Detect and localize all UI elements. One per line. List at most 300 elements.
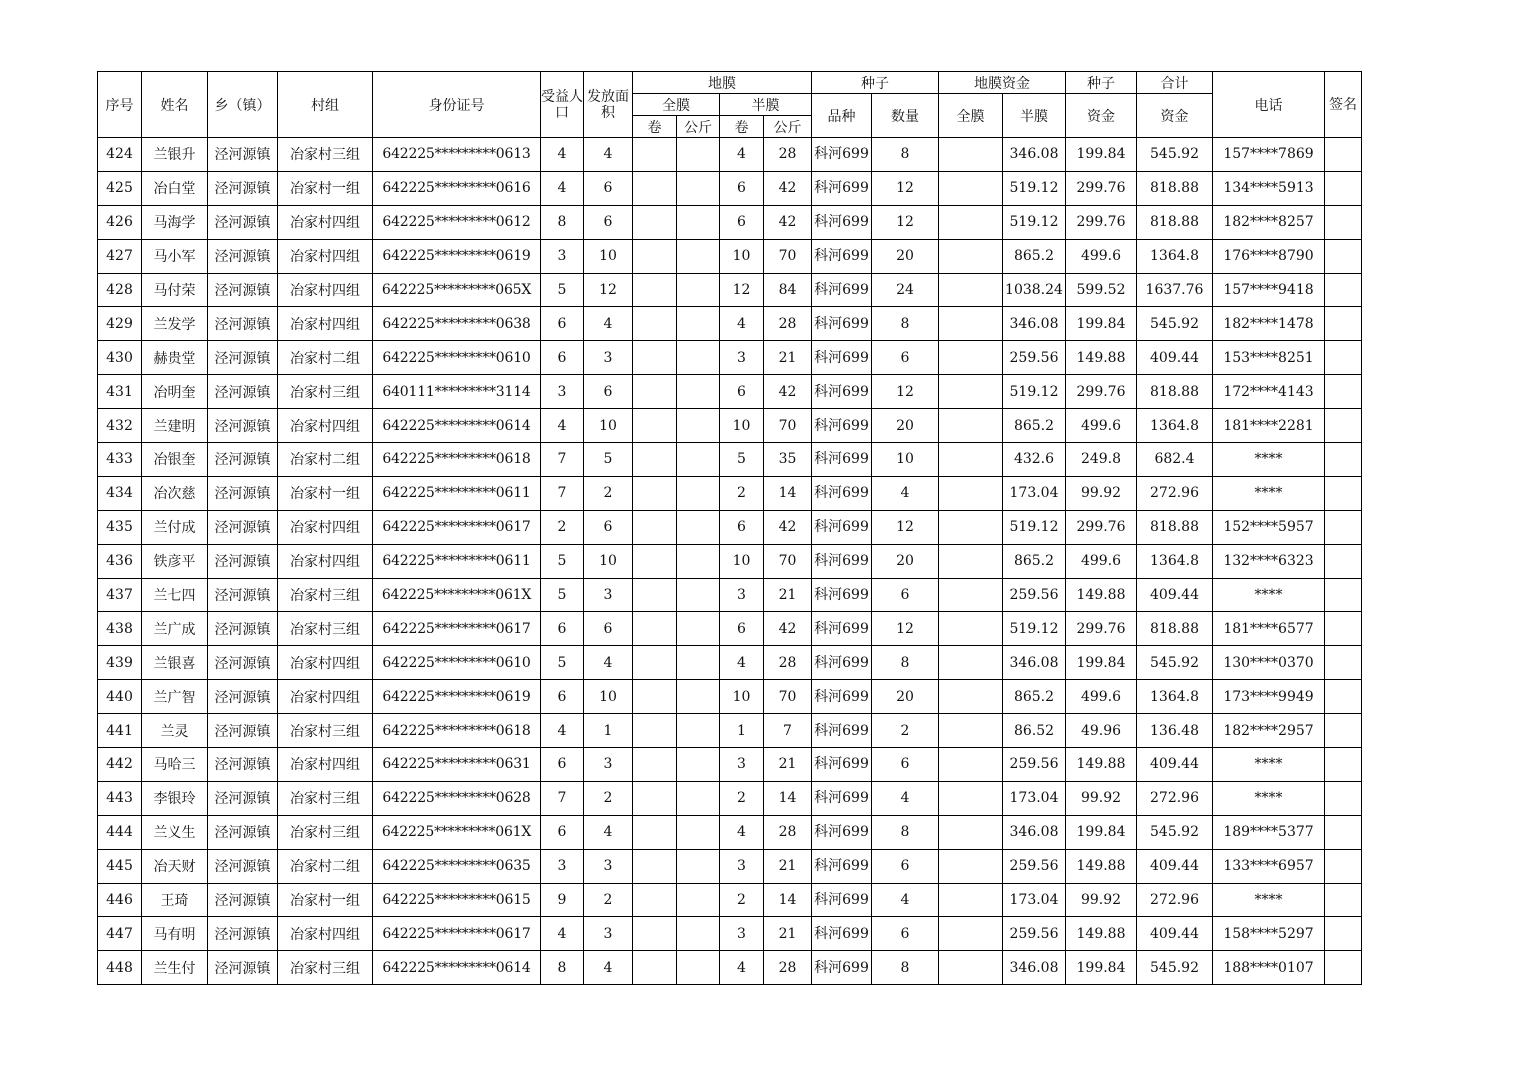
cell-half-rolls: 1 bbox=[720, 714, 764, 748]
cell-beneficiaries: 3 bbox=[541, 849, 584, 883]
cell-half-kg: 21 bbox=[764, 917, 812, 951]
cell-full-funds bbox=[939, 951, 1003, 985]
cell-village: 冶家村四组 bbox=[278, 544, 373, 578]
cell-half-rolls: 4 bbox=[720, 815, 764, 849]
cell-variety: 科河699 bbox=[812, 951, 872, 985]
cell-phone: **** bbox=[1213, 781, 1325, 815]
cell-signature bbox=[1325, 815, 1362, 849]
cell-full-rolls bbox=[633, 443, 677, 477]
cell-full-funds bbox=[939, 578, 1003, 612]
cell-signature bbox=[1325, 714, 1362, 748]
cell-half-funds: 173.04 bbox=[1003, 883, 1066, 917]
cell-id-number: 642225*********0615 bbox=[373, 883, 541, 917]
cell-signature bbox=[1325, 849, 1362, 883]
cell-name: 李银玲 bbox=[142, 781, 208, 815]
cell-total: 409.44 bbox=[1137, 849, 1213, 883]
table-row bbox=[98, 951, 1362, 985]
cell-half-kg: 42 bbox=[764, 171, 812, 205]
cell-id-number: 642225*********0610 bbox=[373, 341, 541, 375]
table-row bbox=[98, 781, 1362, 815]
cell-half-rolls: 3 bbox=[720, 578, 764, 612]
cell-id-number: 642225*********0638 bbox=[373, 307, 541, 341]
table-row bbox=[98, 680, 1362, 714]
cell-id-number: 642225*********065X bbox=[373, 273, 541, 307]
cell-quantity: 20 bbox=[872, 409, 939, 443]
cell-half-funds: 432.6 bbox=[1003, 443, 1066, 477]
cell-full-rolls bbox=[633, 612, 677, 646]
cell-half-kg: 28 bbox=[764, 646, 812, 680]
cell-total: 272.96 bbox=[1137, 781, 1213, 815]
cell-village: 冶家村二组 bbox=[278, 341, 373, 375]
cell-id-number: 642225*********0631 bbox=[373, 748, 541, 782]
cell-half-kg: 35 bbox=[764, 443, 812, 477]
table-row bbox=[98, 443, 1362, 477]
cell-phone: 132****6323 bbox=[1213, 544, 1325, 578]
cell-name: 冶白堂 bbox=[142, 171, 208, 205]
cell-full-funds bbox=[939, 849, 1003, 883]
cell-township: 泾河源镇 bbox=[208, 714, 278, 748]
cell-variety: 科河699 bbox=[812, 646, 872, 680]
header-township: 乡（镇） bbox=[208, 72, 278, 138]
cell-half-funds: 259.56 bbox=[1003, 341, 1066, 375]
cell-full-rolls bbox=[633, 578, 677, 612]
cell-full-funds bbox=[939, 815, 1003, 849]
cell-beneficiaries: 3 bbox=[541, 239, 584, 273]
cell-seq: 427 bbox=[98, 239, 142, 273]
cell-signature bbox=[1325, 307, 1362, 341]
cell-village: 冶家村三组 bbox=[278, 138, 373, 172]
cell-half-funds: 1038.24 bbox=[1003, 273, 1066, 307]
cell-area: 5 bbox=[584, 443, 633, 477]
cell-name: 兰七四 bbox=[142, 578, 208, 612]
cell-full-funds bbox=[939, 273, 1003, 307]
cell-area: 10 bbox=[584, 409, 633, 443]
cell-township: 泾河源镇 bbox=[208, 443, 278, 477]
cell-beneficiaries: 9 bbox=[541, 883, 584, 917]
cell-area: 4 bbox=[584, 951, 633, 985]
cell-name: 兰付成 bbox=[142, 510, 208, 544]
cell-beneficiaries: 4 bbox=[541, 714, 584, 748]
table-row bbox=[98, 205, 1362, 239]
cell-phone: 153****8251 bbox=[1213, 341, 1325, 375]
cell-full-kg bbox=[677, 205, 720, 239]
header-total-top: 合计 bbox=[1137, 72, 1213, 94]
cell-half-funds: 86.52 bbox=[1003, 714, 1066, 748]
cell-half-rolls: 10 bbox=[720, 239, 764, 273]
cell-full-rolls bbox=[633, 714, 677, 748]
cell-name: 冶次慈 bbox=[142, 476, 208, 510]
cell-half-funds: 865.2 bbox=[1003, 409, 1066, 443]
table-row bbox=[98, 307, 1362, 341]
cell-seed-funds: 149.88 bbox=[1066, 578, 1137, 612]
cell-half-kg: 14 bbox=[764, 781, 812, 815]
cell-seq: 424 bbox=[98, 138, 142, 172]
table-row bbox=[98, 917, 1362, 951]
cell-beneficiaries: 5 bbox=[541, 646, 584, 680]
cell-seed-funds: 99.92 bbox=[1066, 883, 1137, 917]
cell-half-kg: 28 bbox=[764, 307, 812, 341]
cell-half-kg: 21 bbox=[764, 748, 812, 782]
cell-area: 6 bbox=[584, 375, 633, 409]
cell-village: 冶家村三组 bbox=[278, 951, 373, 985]
cell-id-number: 642225*********0611 bbox=[373, 544, 541, 578]
cell-township: 泾河源镇 bbox=[208, 510, 278, 544]
cell-full-funds bbox=[939, 883, 1003, 917]
cell-village: 冶家村三组 bbox=[278, 714, 373, 748]
cell-half-kg: 28 bbox=[764, 815, 812, 849]
cell-half-kg: 70 bbox=[764, 409, 812, 443]
cell-seq: 435 bbox=[98, 510, 142, 544]
cell-seed-funds: 49.96 bbox=[1066, 714, 1137, 748]
cell-total: 545.92 bbox=[1137, 815, 1213, 849]
cell-total: 545.92 bbox=[1137, 646, 1213, 680]
cell-variety: 科河699 bbox=[812, 171, 872, 205]
cell-seed-funds: 299.76 bbox=[1066, 205, 1137, 239]
cell-total: 545.92 bbox=[1137, 138, 1213, 172]
cell-beneficiaries: 4 bbox=[541, 171, 584, 205]
table-row bbox=[98, 510, 1362, 544]
cell-seed-funds: 499.6 bbox=[1066, 544, 1137, 578]
cell-quantity: 10 bbox=[872, 443, 939, 477]
cell-phone: 189****5377 bbox=[1213, 815, 1325, 849]
header-kg-full: 公斤 bbox=[677, 116, 720, 138]
cell-seq: 428 bbox=[98, 273, 142, 307]
cell-half-rolls: 6 bbox=[720, 612, 764, 646]
cell-phone: 152****5957 bbox=[1213, 510, 1325, 544]
cell-full-kg bbox=[677, 510, 720, 544]
cell-phone: 188****0107 bbox=[1213, 951, 1325, 985]
cell-name: 冶天财 bbox=[142, 849, 208, 883]
cell-half-kg: 42 bbox=[764, 612, 812, 646]
cell-full-kg bbox=[677, 476, 720, 510]
cell-variety: 科河699 bbox=[812, 578, 872, 612]
cell-area: 12 bbox=[584, 273, 633, 307]
cell-seed-funds: 499.6 bbox=[1066, 239, 1137, 273]
cell-seq: 430 bbox=[98, 341, 142, 375]
cell-seed-funds: 299.76 bbox=[1066, 510, 1137, 544]
cell-full-rolls bbox=[633, 239, 677, 273]
cell-full-rolls bbox=[633, 951, 677, 985]
cell-half-rolls: 4 bbox=[720, 307, 764, 341]
cell-beneficiaries: 7 bbox=[541, 443, 584, 477]
cell-phone: 182****2957 bbox=[1213, 714, 1325, 748]
cell-full-funds bbox=[939, 781, 1003, 815]
cell-beneficiaries: 7 bbox=[541, 781, 584, 815]
cell-full-kg bbox=[677, 443, 720, 477]
cell-total: 818.88 bbox=[1137, 612, 1213, 646]
cell-signature bbox=[1325, 205, 1362, 239]
cell-village: 冶家村四组 bbox=[278, 917, 373, 951]
subsidy-table bbox=[97, 71, 1362, 985]
cell-quantity: 2 bbox=[872, 714, 939, 748]
header-half-film: 半膜 bbox=[720, 94, 812, 116]
cell-half-funds: 259.56 bbox=[1003, 578, 1066, 612]
cell-variety: 科河699 bbox=[812, 409, 872, 443]
cell-full-kg bbox=[677, 578, 720, 612]
cell-full-kg bbox=[677, 409, 720, 443]
cell-variety: 科河699 bbox=[812, 883, 872, 917]
cell-full-rolls bbox=[633, 917, 677, 951]
cell-half-rolls: 3 bbox=[720, 917, 764, 951]
cell-area: 3 bbox=[584, 748, 633, 782]
cell-half-rolls: 5 bbox=[720, 443, 764, 477]
cell-quantity: 20 bbox=[872, 680, 939, 714]
cell-full-rolls bbox=[633, 307, 677, 341]
cell-signature bbox=[1325, 646, 1362, 680]
cell-half-kg: 7 bbox=[764, 714, 812, 748]
cell-beneficiaries: 6 bbox=[541, 680, 584, 714]
cell-signature bbox=[1325, 341, 1362, 375]
cell-total: 1364.8 bbox=[1137, 409, 1213, 443]
header-seed: 种子 bbox=[812, 72, 939, 94]
cell-area: 6 bbox=[584, 171, 633, 205]
table-row bbox=[98, 714, 1362, 748]
cell-seq: 434 bbox=[98, 476, 142, 510]
cell-half-funds: 346.08 bbox=[1003, 951, 1066, 985]
cell-beneficiaries: 4 bbox=[541, 409, 584, 443]
cell-half-funds: 519.12 bbox=[1003, 171, 1066, 205]
cell-id-number: 642225*********0619 bbox=[373, 239, 541, 273]
cell-signature bbox=[1325, 476, 1362, 510]
table-row bbox=[98, 239, 1362, 273]
cell-half-rolls: 2 bbox=[720, 781, 764, 815]
cell-quantity: 4 bbox=[872, 883, 939, 917]
cell-signature bbox=[1325, 273, 1362, 307]
cell-variety: 科河699 bbox=[812, 443, 872, 477]
cell-half-funds: 173.04 bbox=[1003, 781, 1066, 815]
cell-seq: 444 bbox=[98, 815, 142, 849]
cell-name: 马有明 bbox=[142, 917, 208, 951]
table-row bbox=[98, 544, 1362, 578]
cell-seed-funds: 99.92 bbox=[1066, 781, 1137, 815]
cell-beneficiaries: 3 bbox=[541, 375, 584, 409]
cell-name: 兰广智 bbox=[142, 680, 208, 714]
cell-beneficiaries: 6 bbox=[541, 307, 584, 341]
header-full-film-funds: 全膜 bbox=[939, 94, 1003, 138]
cell-phone: 130****0370 bbox=[1213, 646, 1325, 680]
cell-variety: 科河699 bbox=[812, 544, 872, 578]
cell-name: 兰发学 bbox=[142, 307, 208, 341]
cell-beneficiaries: 5 bbox=[541, 544, 584, 578]
cell-signature bbox=[1325, 443, 1362, 477]
cell-quantity: 6 bbox=[872, 341, 939, 375]
cell-seed-funds: 499.6 bbox=[1066, 680, 1137, 714]
cell-half-rolls: 6 bbox=[720, 205, 764, 239]
cell-beneficiaries: 5 bbox=[541, 578, 584, 612]
cell-half-kg: 70 bbox=[764, 544, 812, 578]
cell-name: 兰义生 bbox=[142, 815, 208, 849]
cell-total: 272.96 bbox=[1137, 883, 1213, 917]
cell-total: 1364.8 bbox=[1137, 239, 1213, 273]
cell-half-kg: 70 bbox=[764, 680, 812, 714]
cell-village: 冶家村四组 bbox=[278, 307, 373, 341]
cell-half-funds: 865.2 bbox=[1003, 239, 1066, 273]
cell-variety: 科河699 bbox=[812, 917, 872, 951]
cell-beneficiaries: 8 bbox=[541, 205, 584, 239]
cell-quantity: 4 bbox=[872, 781, 939, 815]
cell-signature bbox=[1325, 375, 1362, 409]
cell-variety: 科河699 bbox=[812, 341, 872, 375]
cell-id-number: 642225*********061X bbox=[373, 578, 541, 612]
cell-phone: 134****5913 bbox=[1213, 171, 1325, 205]
cell-beneficiaries: 2 bbox=[541, 510, 584, 544]
cell-half-funds: 346.08 bbox=[1003, 646, 1066, 680]
header-beneficiaries: 受益人口 bbox=[541, 72, 584, 138]
table-row bbox=[98, 612, 1362, 646]
cell-village: 冶家村四组 bbox=[278, 646, 373, 680]
cell-id-number: 642225*********0628 bbox=[373, 781, 541, 815]
cell-full-funds bbox=[939, 680, 1003, 714]
cell-township: 泾河源镇 bbox=[208, 205, 278, 239]
cell-signature bbox=[1325, 510, 1362, 544]
cell-total: 1364.8 bbox=[1137, 544, 1213, 578]
cell-full-kg bbox=[677, 714, 720, 748]
cell-variety: 科河699 bbox=[812, 273, 872, 307]
cell-village: 冶家村三组 bbox=[278, 612, 373, 646]
cell-full-funds bbox=[939, 544, 1003, 578]
cell-township: 泾河源镇 bbox=[208, 578, 278, 612]
cell-name: 赫贵堂 bbox=[142, 341, 208, 375]
cell-seq: 426 bbox=[98, 205, 142, 239]
cell-village: 冶家村三组 bbox=[278, 578, 373, 612]
cell-full-funds bbox=[939, 341, 1003, 375]
cell-signature bbox=[1325, 951, 1362, 985]
cell-quantity: 12 bbox=[872, 205, 939, 239]
cell-phone: 157****7869 bbox=[1213, 138, 1325, 172]
cell-beneficiaries: 7 bbox=[541, 476, 584, 510]
cell-half-rolls: 10 bbox=[720, 680, 764, 714]
cell-area: 4 bbox=[584, 307, 633, 341]
cell-area: 4 bbox=[584, 815, 633, 849]
cell-area: 6 bbox=[584, 612, 633, 646]
cell-phone: 182****1478 bbox=[1213, 307, 1325, 341]
cell-total: 545.92 bbox=[1137, 307, 1213, 341]
cell-seq: 438 bbox=[98, 612, 142, 646]
header-phone: 电话 bbox=[1213, 72, 1325, 138]
cell-township: 泾河源镇 bbox=[208, 171, 278, 205]
header-seq: 序号 bbox=[98, 72, 142, 138]
cell-village: 冶家村二组 bbox=[278, 443, 373, 477]
cell-signature bbox=[1325, 748, 1362, 782]
cell-variety: 科河699 bbox=[812, 138, 872, 172]
cell-id-number: 642225*********0614 bbox=[373, 409, 541, 443]
header-rolls-full: 卷 bbox=[633, 116, 677, 138]
cell-variety: 科河699 bbox=[812, 815, 872, 849]
cell-quantity: 8 bbox=[872, 307, 939, 341]
cell-township: 泾河源镇 bbox=[208, 951, 278, 985]
cell-id-number: 640111*********3114 bbox=[373, 375, 541, 409]
cell-half-funds: 519.12 bbox=[1003, 612, 1066, 646]
cell-full-funds bbox=[939, 714, 1003, 748]
cell-seed-funds: 149.88 bbox=[1066, 849, 1137, 883]
cell-total: 1637.76 bbox=[1137, 273, 1213, 307]
cell-full-funds bbox=[939, 510, 1003, 544]
cell-full-rolls bbox=[633, 849, 677, 883]
cell-variety: 科河699 bbox=[812, 307, 872, 341]
cell-village: 冶家村三组 bbox=[278, 781, 373, 815]
cell-full-kg bbox=[677, 883, 720, 917]
cell-phone: 173****9949 bbox=[1213, 680, 1325, 714]
table-body bbox=[98, 138, 1362, 985]
cell-beneficiaries: 8 bbox=[541, 951, 584, 985]
cell-seed-funds: 599.52 bbox=[1066, 273, 1137, 307]
cell-variety: 科河699 bbox=[812, 748, 872, 782]
header-name: 姓名 bbox=[142, 72, 208, 138]
cell-full-funds bbox=[939, 171, 1003, 205]
cell-half-rolls: 6 bbox=[720, 171, 764, 205]
header-film-funds: 地膜资金 bbox=[939, 72, 1066, 94]
cell-quantity: 6 bbox=[872, 578, 939, 612]
cell-half-kg: 14 bbox=[764, 883, 812, 917]
cell-quantity: 6 bbox=[872, 748, 939, 782]
cell-township: 泾河源镇 bbox=[208, 849, 278, 883]
cell-half-rolls: 2 bbox=[720, 883, 764, 917]
cell-full-kg bbox=[677, 341, 720, 375]
cell-id-number: 642225*********061X bbox=[373, 815, 541, 849]
cell-full-funds bbox=[939, 307, 1003, 341]
cell-full-rolls bbox=[633, 544, 677, 578]
cell-id-number: 642225*********0611 bbox=[373, 476, 541, 510]
cell-seq: 425 bbox=[98, 171, 142, 205]
header-full-film: 全膜 bbox=[633, 94, 720, 116]
cell-seed-funds: 299.76 bbox=[1066, 375, 1137, 409]
cell-seq: 439 bbox=[98, 646, 142, 680]
cell-full-rolls bbox=[633, 883, 677, 917]
cell-id-number: 642225*********0617 bbox=[373, 510, 541, 544]
cell-half-rolls: 12 bbox=[720, 273, 764, 307]
cell-seq: 431 bbox=[98, 375, 142, 409]
cell-total: 682.4 bbox=[1137, 443, 1213, 477]
cell-area: 10 bbox=[584, 680, 633, 714]
cell-half-rolls: 10 bbox=[720, 544, 764, 578]
cell-beneficiaries: 6 bbox=[541, 612, 584, 646]
cell-full-rolls bbox=[633, 273, 677, 307]
cell-full-kg bbox=[677, 680, 720, 714]
cell-half-rolls: 6 bbox=[720, 510, 764, 544]
cell-quantity: 12 bbox=[872, 171, 939, 205]
cell-full-kg bbox=[677, 171, 720, 205]
cell-seed-funds: 499.6 bbox=[1066, 409, 1137, 443]
cell-seq: 445 bbox=[98, 849, 142, 883]
cell-half-funds: 865.2 bbox=[1003, 544, 1066, 578]
cell-seed-funds: 99.92 bbox=[1066, 476, 1137, 510]
cell-half-funds: 519.12 bbox=[1003, 510, 1066, 544]
cell-name: 兰建明 bbox=[142, 409, 208, 443]
cell-id-number: 642225*********0613 bbox=[373, 138, 541, 172]
cell-signature bbox=[1325, 578, 1362, 612]
cell-township: 泾河源镇 bbox=[208, 273, 278, 307]
cell-signature bbox=[1325, 544, 1362, 578]
cell-area: 10 bbox=[584, 544, 633, 578]
cell-seq: 433 bbox=[98, 443, 142, 477]
cell-village: 冶家村四组 bbox=[278, 239, 373, 273]
cell-half-funds: 519.12 bbox=[1003, 375, 1066, 409]
cell-quantity: 8 bbox=[872, 646, 939, 680]
cell-half-rolls: 10 bbox=[720, 409, 764, 443]
table-row bbox=[98, 341, 1362, 375]
cell-phone: **** bbox=[1213, 883, 1325, 917]
cell-area: 3 bbox=[584, 341, 633, 375]
cell-quantity: 6 bbox=[872, 917, 939, 951]
cell-township: 泾河源镇 bbox=[208, 917, 278, 951]
cell-township: 泾河源镇 bbox=[208, 239, 278, 273]
header-kg-half: 公斤 bbox=[764, 116, 812, 138]
cell-full-funds bbox=[939, 409, 1003, 443]
cell-area: 2 bbox=[584, 883, 633, 917]
cell-full-rolls bbox=[633, 646, 677, 680]
cell-seq: 447 bbox=[98, 917, 142, 951]
cell-full-rolls bbox=[633, 375, 677, 409]
